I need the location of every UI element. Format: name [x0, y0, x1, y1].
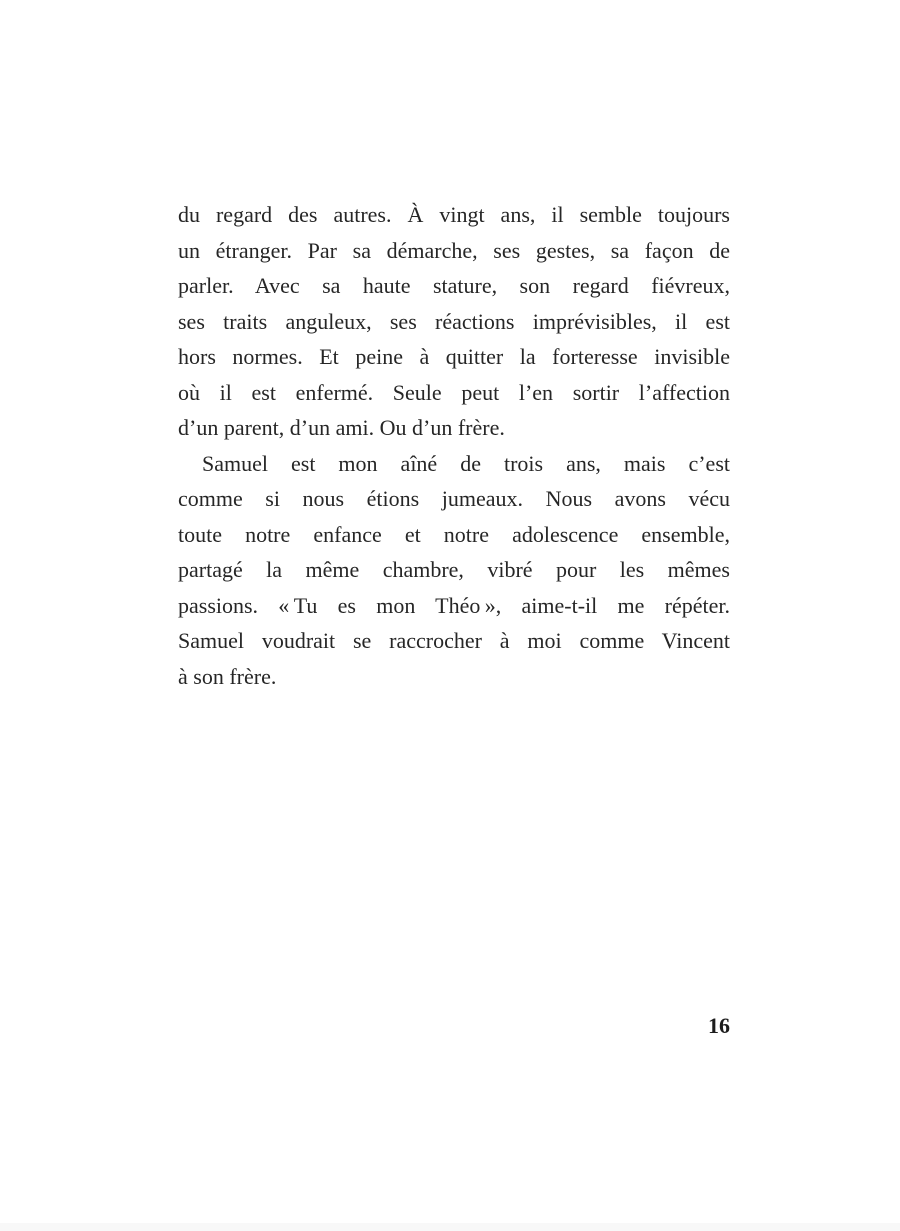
- text-line: comme si nous étions jumeaux. Nous avons vécu: [178, 486, 730, 511]
- text-line: un étranger. Par sa démarche, ses gestes, sa façon de: [178, 237, 730, 263]
- text-line: du regard des autres. À vingt ans, il semble toujours: [178, 202, 730, 227]
- text-line: parler. Avec sa haute stature, son regard fiévreux,: [178, 273, 730, 298]
- paragraph: [178, 446, 730, 695]
- page-number: 16: [708, 1013, 730, 1038]
- text-line: à son frère.: [178, 663, 277, 689]
- text-line: où il est enfermé. Seule peut l’en sortir l’affection: [178, 379, 730, 405]
- text-line: Samuel est mon aîné de trois ans, mais c’est: [202, 450, 730, 476]
- text-line: passions. « Tu es mon Théo », aime-t-il me répéter.: [178, 592, 730, 618]
- text-line: ses traits anguleux, ses réactions imprévisibles, il est: [178, 308, 730, 334]
- footer-strip: [0, 1223, 900, 1231]
- text-line: d’un parent, d’un ami. Ou d’un frère.: [178, 415, 505, 440]
- text-line: toute notre enfance et notre adolescence ensemble,: [178, 521, 730, 547]
- page-text-block: [178, 197, 730, 694]
- text-line: hors normes. Et peine à quitter la forteresse invisible: [178, 344, 730, 369]
- text-line: partagé la même chambre, vibré pour les mêmes: [178, 557, 730, 582]
- text-line: Samuel voudrait se raccrocher à moi comme Vincent: [178, 628, 730, 653]
- paragraph: [178, 197, 730, 446]
